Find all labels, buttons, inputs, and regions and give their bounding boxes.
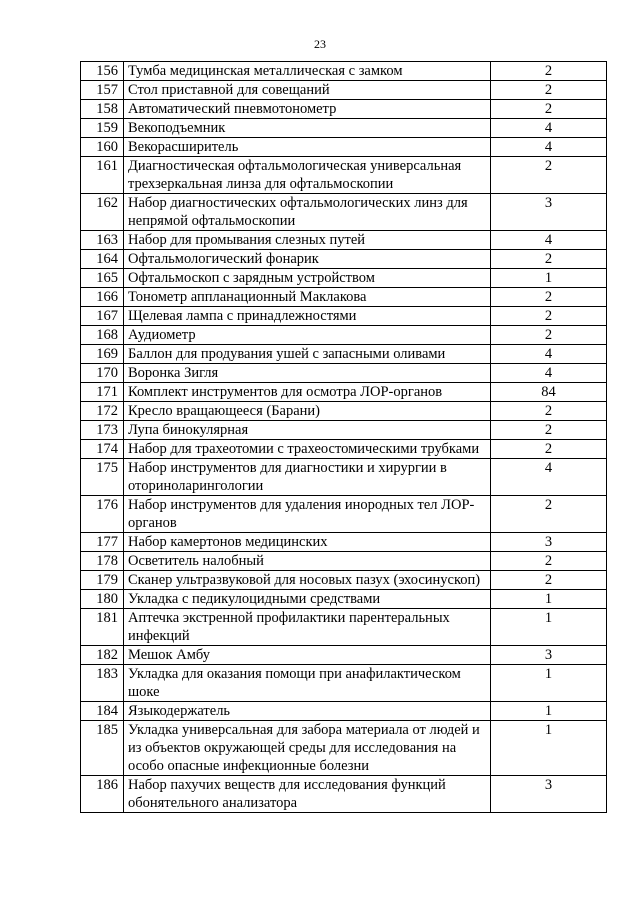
equipment-table-body: [81, 62, 607, 813]
item-name: Комплект инструментов для осмотра ЛОР-органов: [124, 383, 491, 402]
row-number: 164: [81, 250, 124, 269]
item-quantity: 2: [491, 81, 607, 100]
row-number: 157: [81, 81, 124, 100]
table-row: [81, 440, 607, 459]
row-number: 180: [81, 590, 124, 609]
item-name: Кресло вращающееся (Барани): [124, 402, 491, 421]
item-name: Векорасширитель: [124, 138, 491, 157]
item-quantity: 3: [491, 194, 607, 231]
row-number: 182: [81, 646, 124, 665]
table-row: [81, 459, 607, 496]
item-quantity: 84: [491, 383, 607, 402]
table-row: [81, 307, 607, 326]
item-name: Языкодержатель: [124, 702, 491, 721]
table-row: [81, 364, 607, 383]
item-name: Щелевая лампа с принадлежностями: [124, 307, 491, 326]
table-row: [81, 646, 607, 665]
table-row: [81, 496, 607, 533]
item-name: Укладка с педикулоцидными средствами: [124, 590, 491, 609]
item-name: Набор диагностических офтальмологических линз для непрямой офтальмоскопии: [124, 194, 491, 231]
row-number: 168: [81, 326, 124, 345]
table-row: [81, 62, 607, 81]
item-quantity: 1: [491, 702, 607, 721]
item-quantity: 2: [491, 157, 607, 194]
item-quantity: 1: [491, 269, 607, 288]
item-quantity: 2: [491, 440, 607, 459]
item-name: Укладка универсальная для забора материала от людей и из объектов окружающей среды для исследования на особо опасные инфекционные болезни: [124, 721, 491, 776]
item-name: Аудиометр: [124, 326, 491, 345]
item-quantity: 2: [491, 571, 607, 590]
item-quantity: 3: [491, 776, 607, 813]
item-name: Диагностическая офтальмологическая универсальная трехзеркальная линза для офтальмоскопии: [124, 157, 491, 194]
table-row: [81, 590, 607, 609]
table-row: [81, 194, 607, 231]
item-quantity: 2: [491, 496, 607, 533]
row-number: 162: [81, 194, 124, 231]
table-row: [81, 721, 607, 776]
item-name: Векоподъемник: [124, 119, 491, 138]
row-number: 170: [81, 364, 124, 383]
table-row: [81, 269, 607, 288]
item-name: Офтальмоскоп с зарядным устройством: [124, 269, 491, 288]
table-row: [81, 288, 607, 307]
item-quantity: 3: [491, 646, 607, 665]
table-row: [81, 81, 607, 100]
row-number: 159: [81, 119, 124, 138]
table-row: [81, 776, 607, 813]
table-row: [81, 402, 607, 421]
row-number: 163: [81, 231, 124, 250]
item-quantity: 2: [491, 100, 607, 119]
item-quantity: 2: [491, 421, 607, 440]
item-quantity: 4: [491, 231, 607, 250]
item-quantity: 4: [491, 138, 607, 157]
page-number: 23: [314, 37, 326, 51]
row-number: 184: [81, 702, 124, 721]
item-name: Набор пахучих веществ для исследования функций обонятельного анализатора: [124, 776, 491, 813]
table-row: [81, 326, 607, 345]
item-name: Стол приставной для совещаний: [124, 81, 491, 100]
table-row: [81, 702, 607, 721]
table-row: [81, 383, 607, 402]
table-row: [81, 665, 607, 702]
item-quantity: 2: [491, 288, 607, 307]
item-quantity: 1: [491, 609, 607, 646]
item-name: Тумба медицинская металлическая с замком: [124, 62, 491, 81]
row-number: 186: [81, 776, 124, 813]
item-name: Баллон для продувания ушей с запасными оливами: [124, 345, 491, 364]
item-quantity: 2: [491, 402, 607, 421]
row-number: 185: [81, 721, 124, 776]
item-name: Сканер ультразвуковой для носовых пазух (эхосинускоп): [124, 571, 491, 590]
row-number: 165: [81, 269, 124, 288]
table-row: [81, 157, 607, 194]
table-row: [81, 119, 607, 138]
row-number: 167: [81, 307, 124, 326]
table-row: [81, 138, 607, 157]
row-number: 160: [81, 138, 124, 157]
table-row: [81, 609, 607, 646]
item-quantity: 1: [491, 665, 607, 702]
item-name: Лупа бинокулярная: [124, 421, 491, 440]
item-quantity: 2: [491, 62, 607, 81]
item-quantity: 4: [491, 459, 607, 496]
item-quantity: 2: [491, 552, 607, 571]
item-quantity: 1: [491, 590, 607, 609]
row-number: 156: [81, 62, 124, 81]
row-number: 179: [81, 571, 124, 590]
item-quantity: 4: [491, 119, 607, 138]
item-name: Офтальмологический фонарик: [124, 250, 491, 269]
row-number: 177: [81, 533, 124, 552]
row-number: 175: [81, 459, 124, 496]
row-number: 174: [81, 440, 124, 459]
item-name: Мешок Амбу: [124, 646, 491, 665]
item-name: Аптечка экстренной профилактики парентеральных инфекций: [124, 609, 491, 646]
item-name: Осветитель налобный: [124, 552, 491, 571]
table-row: [81, 100, 607, 119]
item-quantity: 4: [491, 345, 607, 364]
item-name: Набор камертонов медицинских: [124, 533, 491, 552]
item-name: Укладка для оказания помощи при анафилактическом шоке: [124, 665, 491, 702]
item-name: Набор инструментов для удаления инородных тел ЛОР-органов: [124, 496, 491, 533]
row-number: 169: [81, 345, 124, 364]
row-number: 158: [81, 100, 124, 119]
table-row: [81, 345, 607, 364]
item-quantity: 2: [491, 307, 607, 326]
item-quantity: 3: [491, 533, 607, 552]
item-quantity: 4: [491, 364, 607, 383]
row-number: 173: [81, 421, 124, 440]
table-row: [81, 421, 607, 440]
row-number: 166: [81, 288, 124, 307]
row-number: 183: [81, 665, 124, 702]
item-name: Воронка Зигля: [124, 364, 491, 383]
item-name: Набор для промывания слезных путей: [124, 231, 491, 250]
row-number: 172: [81, 402, 124, 421]
table-row: [81, 533, 607, 552]
row-number: 178: [81, 552, 124, 571]
row-number: 161: [81, 157, 124, 194]
item-name: Набор для трахеотомии с трахеостомическими трубками: [124, 440, 491, 459]
item-quantity: 2: [491, 250, 607, 269]
item-quantity: 1: [491, 721, 607, 776]
row-number: 171: [81, 383, 124, 402]
equipment-table: [80, 61, 607, 813]
row-number: 181: [81, 609, 124, 646]
item-name: Тонометр аппланационный Маклакова: [124, 288, 491, 307]
table-row: [81, 231, 607, 250]
table-row: [81, 552, 607, 571]
table-row: [81, 571, 607, 590]
table-row: [81, 250, 607, 269]
item-name: Автоматический пневмотонометр: [124, 100, 491, 119]
item-name: Набор инструментов для диагностики и хирургии в оториноларингологии: [124, 459, 491, 496]
item-quantity: 2: [491, 326, 607, 345]
row-number: 176: [81, 496, 124, 533]
